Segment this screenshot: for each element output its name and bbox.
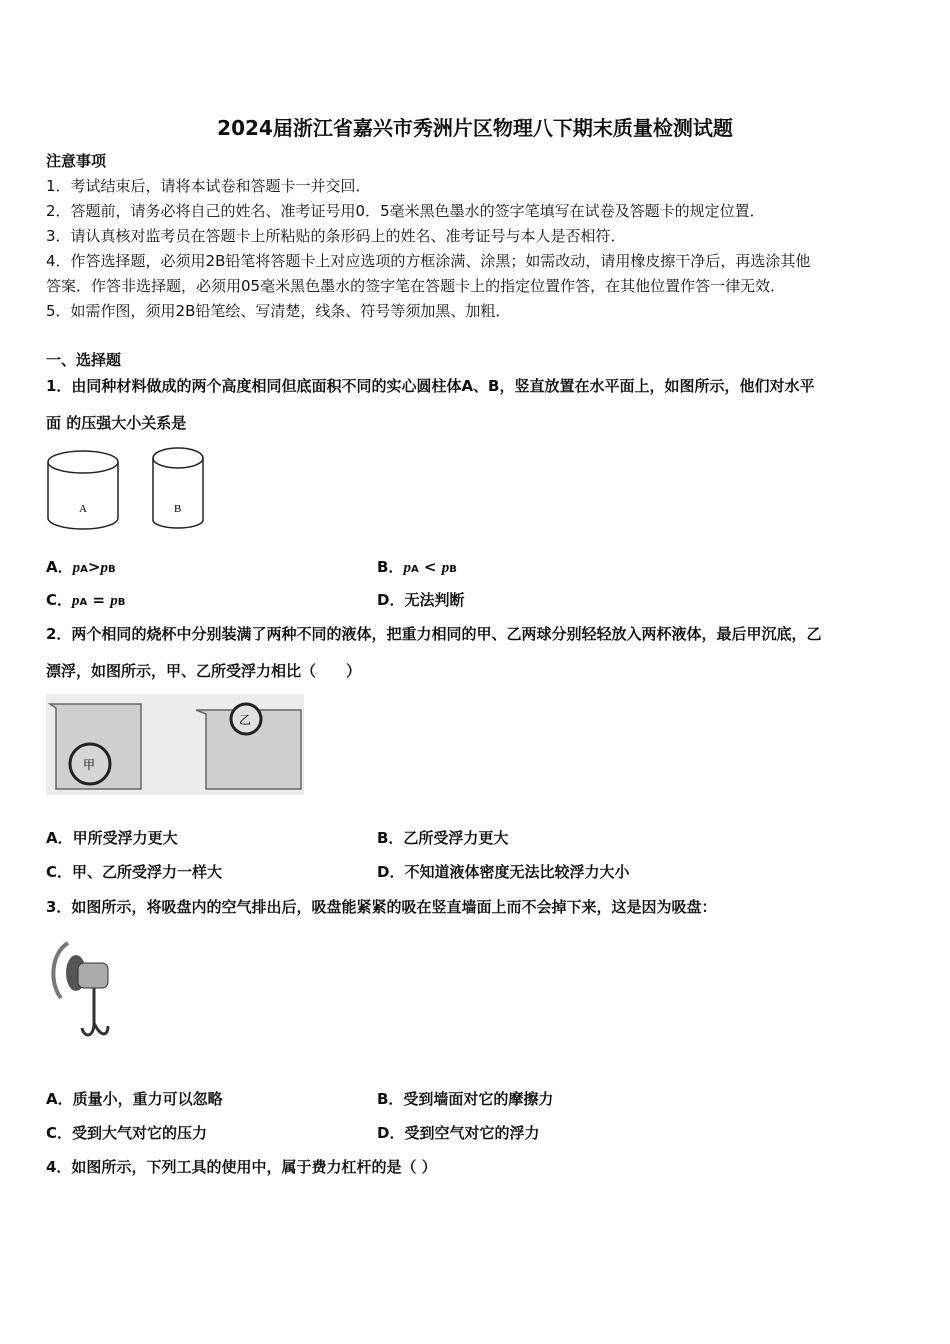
q1-option-b[interactable]: B．pA < pB bbox=[377, 558, 457, 576]
q3-option-a[interactable]: A．质量小，重力可以忽略 bbox=[46, 1090, 223, 1108]
q1-text: 1．由同种材料做成的两个高度相同但底面积不同的实心圆柱体A、B，竖直放置在水平面上，如图所示，他们对水平 bbox=[46, 377, 815, 395]
notice-item: 4．作答选择题，必须用2B铅笔将答题卡上对应选项的方框涂满、涂黑；如需改动，请用橡皮擦干净后，再选涂其他 bbox=[46, 252, 811, 270]
cylinders-figure bbox=[44, 440, 214, 540]
notice-heading: 注意事项 bbox=[46, 152, 107, 170]
q1-option-d[interactable]: D．无法判断 bbox=[377, 591, 465, 609]
q3-option-c[interactable]: C．受到大气对它的压力 bbox=[46, 1124, 208, 1142]
q2-text: 漂浮，如图所示，甲、乙所受浮力相比（ ） bbox=[46, 662, 362, 680]
q3-text: 3．如图所示，将吸盘内的空气排出后，吸盘能紧紧的吸在竖直墙面上而不会掉下来，这是因为吸盘： bbox=[46, 898, 717, 916]
q3-option-b[interactable]: B．受到墙面对它的摩擦力 bbox=[377, 1090, 554, 1108]
notice-item: 5．如需作图，须用2B铅笔绘、写清楚，线条、符号等须加黑、加粗． bbox=[46, 302, 511, 320]
q3-option-d[interactable]: D．受到空气对它的浮力 bbox=[377, 1124, 540, 1142]
q2-option-a[interactable]: A．甲所受浮力更大 bbox=[46, 829, 178, 847]
label-B: B bbox=[174, 503, 182, 515]
q1-option-c[interactable]: C．pA = pB bbox=[46, 591, 126, 609]
q2-text: 2．两个相同的烧杯中分别装满了两种不同的液体，把重力相同的甲、乙两球分别轻轻放入两杯液体，最后甲沉底，乙 bbox=[46, 625, 822, 643]
q2-option-c[interactable]: C．甲、乙所受浮力一样大 bbox=[46, 863, 223, 881]
page-title: 2024届浙江省嘉兴市秀洲片区物理八下期末质量检测试题 bbox=[217, 116, 733, 140]
q4-text: 4．如图所示，下列工具的使用中，属于费力杠杆的是（ ） bbox=[46, 1158, 437, 1176]
q2-option-d[interactable]: D．不知道液体密度无法比较浮力大小 bbox=[377, 863, 630, 881]
q1-option-a[interactable]: A．pA>pB bbox=[46, 558, 116, 576]
ball-yi-label: 乙 bbox=[239, 713, 252, 727]
q2-option-b[interactable]: B．乙所受浮力更大 bbox=[377, 829, 509, 847]
notice-item: 2．答题前，请务必将自己的姓名、准考证号用0．5毫米黑色墨水的签字笔填写在试卷及答题卡的规定位置． bbox=[46, 202, 765, 220]
notice-item: 1．考试结束后，请将本试卷和答题卡一并交回． bbox=[46, 177, 371, 195]
label-A: A bbox=[79, 503, 87, 515]
notice-item: 答案．作答非选择题，必须用05毫米黑色墨水的签字笔在答题卡上的指定位置作答，在其他位置作答一律无效． bbox=[46, 277, 786, 295]
notice-item: 3．请认真核对监考员在答题卡上所粘贴的条形码上的姓名、准考证号与本人是否相符． bbox=[46, 227, 626, 245]
section-heading: 一、选择题 bbox=[46, 351, 122, 369]
q1-text: 面 的压强大小关系是 bbox=[46, 414, 187, 432]
suction-cup-figure bbox=[46, 938, 121, 1050]
beakers-figure bbox=[46, 694, 304, 795]
ball-jia-label: 甲 bbox=[83, 758, 96, 772]
